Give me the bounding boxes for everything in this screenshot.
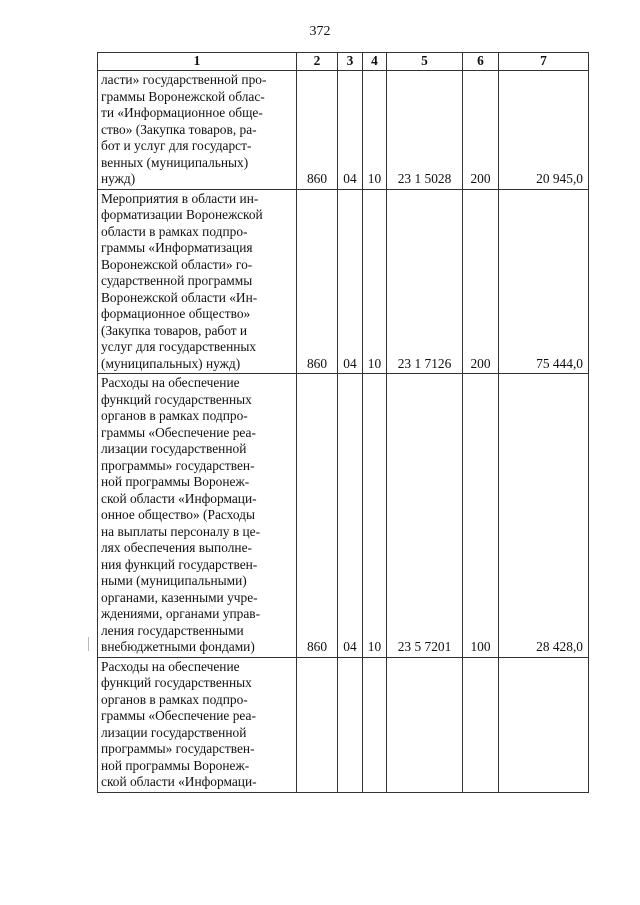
description-line: онное общество» (Расходы [101, 507, 255, 522]
description-line: органов в рамках подпро- [101, 691, 248, 707]
column-header-6: 6 [463, 53, 499, 71]
row-description [98, 374, 297, 658]
amount-cell [499, 657, 589, 792]
description-line: венных (муниципальных) [101, 154, 249, 170]
description-line: форматизации Воронежской [101, 207, 263, 222]
description-line: ной программы Воронеж- [101, 474, 250, 489]
column-header-1: 1 [98, 53, 297, 71]
description-line: на выплаты персоналу в це- [101, 523, 261, 539]
table-row [98, 374, 589, 658]
ministry-code-cell [297, 657, 338, 792]
description-line: сударственной программы [101, 273, 253, 288]
description-line: ской области «Информаци- [101, 490, 257, 506]
description-line: ния функций государствен- [101, 556, 258, 572]
description-line: формационное общество» [101, 306, 251, 321]
page-number: 372 [309, 24, 331, 39]
description-line: ти «Информационное обще- [101, 105, 263, 120]
description-line: Мероприятия в области ин- [101, 190, 259, 206]
ministry-code-cell: 860 [297, 71, 338, 190]
target-article-cell: 23 1 7126 [387, 189, 463, 374]
description-line: нужд) [101, 171, 136, 186]
column-header-3: 3 [338, 53, 363, 71]
amount-cell: 75 444,0 [499, 189, 589, 374]
section-cell [338, 657, 363, 792]
description-line: ждениями, органами управ- [101, 606, 261, 621]
subsection-cell: 10 [363, 189, 387, 374]
header-row [98, 53, 589, 71]
target-article-cell: 23 1 5028 [387, 71, 463, 190]
expense-type-cell [463, 657, 499, 792]
target-article-cell [387, 657, 463, 792]
table-row [98, 189, 589, 374]
description-line: области в рамках подпро- [101, 223, 248, 239]
description-line: функций государственных [101, 675, 252, 690]
description-line: (муниципальных) нужд) [101, 355, 241, 371]
description-line: услуг для государственных [101, 339, 257, 354]
subsection-cell [363, 657, 387, 792]
section-cell: 04 [338, 374, 363, 658]
row-description [98, 71, 297, 190]
budget-table [97, 52, 589, 793]
description-line: органов в рамках подпро- [101, 408, 248, 423]
subsection-cell: 10 [363, 374, 387, 658]
description-line: программы» государствен- [101, 741, 255, 756]
column-header-4: 4 [363, 53, 387, 71]
description-line: граммы «Информатизация [101, 240, 253, 255]
description-line: Расходы на обеспечение [101, 658, 240, 674]
description-line: Расходы на обеспечение [101, 375, 240, 390]
section-cell: 04 [338, 189, 363, 374]
expense-type-cell: 200 [463, 71, 499, 190]
description-line: лизации государственной [101, 724, 247, 740]
table-row [98, 657, 589, 792]
description-line: ство» (Закупка товаров, ра- [101, 121, 257, 137]
description-line: лизации государственной [101, 441, 247, 456]
description-line: граммы «Обеспечение реа- [101, 424, 256, 440]
row-description [98, 189, 297, 374]
description-line: ления государственными [101, 622, 244, 638]
column-header-2: 2 [297, 53, 338, 71]
column-header-5: 5 [387, 53, 463, 71]
description-line: функций государственных [101, 391, 252, 407]
description-line: ными (муниципальными) [101, 573, 247, 588]
description-line: ской области «Информаци- [101, 774, 257, 789]
description-line: бот и услуг для государст- [101, 138, 252, 153]
table-row [98, 71, 589, 190]
expense-type-cell: 100 [463, 374, 499, 658]
description-line: Воронежской области «Ин- [101, 289, 258, 305]
description-line: ной программы Воронеж- [101, 757, 250, 773]
amount-cell: 28 428,0 [499, 374, 589, 658]
description-line: граммы «Обеспечение реа- [101, 708, 256, 723]
description-line: лях обеспечения выполне- [101, 540, 252, 555]
scan-mark [88, 637, 89, 651]
subsection-cell: 10 [363, 71, 387, 190]
target-article-cell: 23 5 7201 [387, 374, 463, 658]
description-line: внебюджетными фондами) [101, 639, 255, 654]
column-header-7: 7 [499, 53, 589, 71]
description-line: граммы Воронежской облас- [101, 88, 265, 104]
description-line: Воронежской области» го- [101, 256, 253, 272]
section-cell: 04 [338, 71, 363, 190]
ministry-code-cell: 860 [297, 189, 338, 374]
description-line: программы» государствен- [101, 457, 255, 473]
description-line: органами, казенными учре- [101, 589, 258, 605]
row-description [98, 657, 297, 792]
expense-type-cell: 200 [463, 189, 499, 374]
description-line: (Закупка товаров, работ и [101, 322, 248, 338]
description-line: ласти» государственной про- [101, 72, 267, 87]
ministry-code-cell: 860 [297, 374, 338, 658]
amount-cell: 20 945,0 [499, 71, 589, 190]
